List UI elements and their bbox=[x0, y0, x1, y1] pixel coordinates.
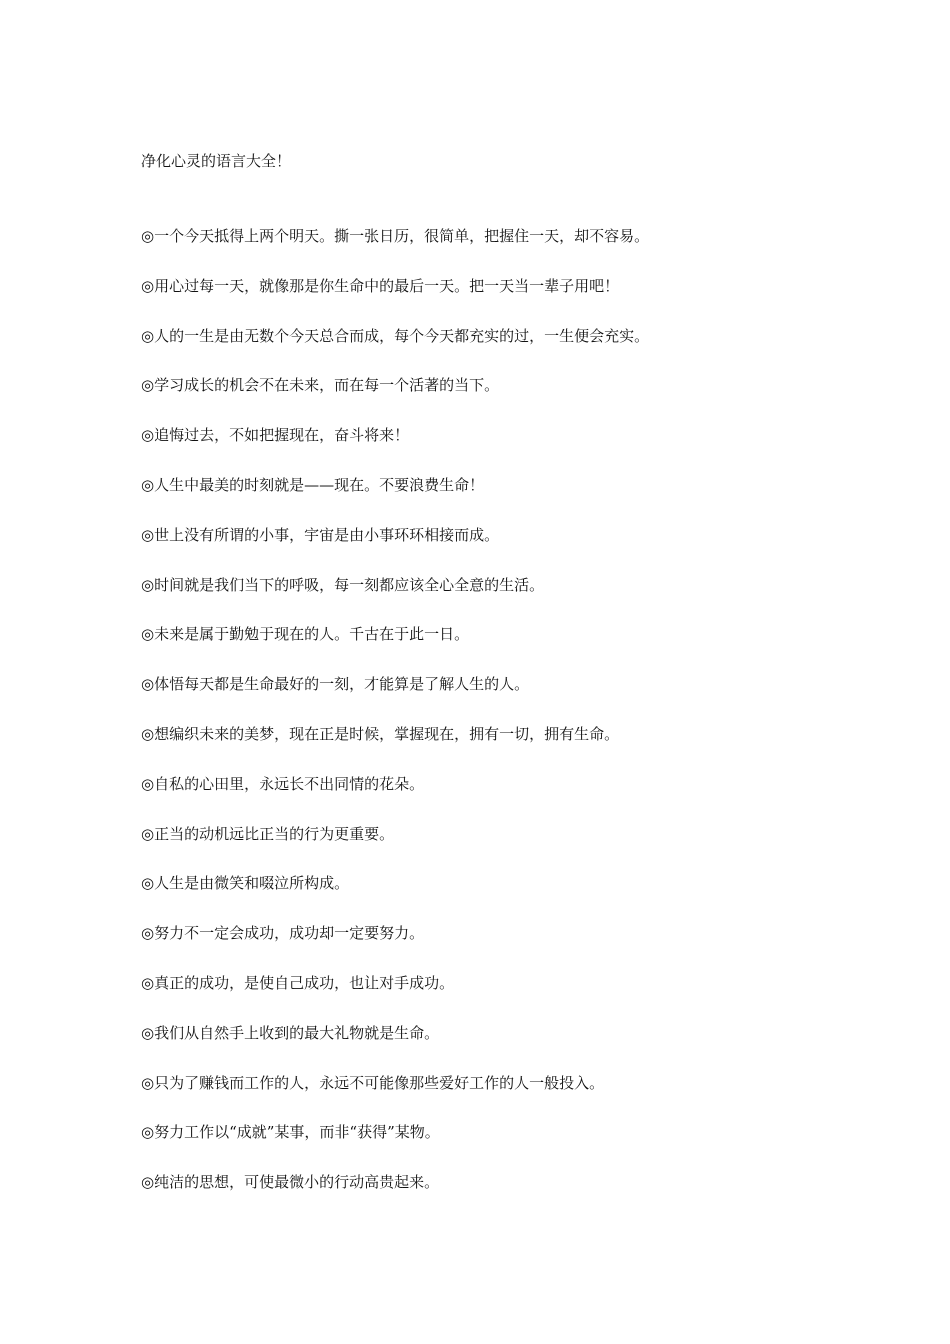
quote-item: ◎体悟每天都是生命最好的一刻，才能算是了解人生的人。 bbox=[141, 675, 530, 694]
quote-item: ◎正当的动机远比正当的行为更重要。 bbox=[141, 824, 395, 843]
quote-item: ◎一个今天抵得上两个明天。撕一张日历，很简单，把握住一天，却不容易。 bbox=[141, 227, 650, 245]
quote-list bbox=[141, 225, 649, 1221]
quote-item: ◎努力工作以“成就”某事，而非“获得”某物。 bbox=[141, 1123, 440, 1142]
quote-item: ◎未来是属于勤勉于现在的人。千古在于此一日。 bbox=[141, 625, 470, 644]
quote-item: ◎努力不一定会成功，成功却一定要努力。 bbox=[141, 924, 425, 943]
quote-item: ◎我们从自然手上收到的最大礼物就是生命。 bbox=[141, 1023, 440, 1042]
quote-item: ◎用心过每一天，就像那是你生命中的最后一天。把一天当一辈子用吧！ bbox=[141, 276, 620, 295]
page-title: 净化心灵的语言大全！ bbox=[141, 152, 292, 170]
quote-item: ◎人的一生是由无数个今天总合而成，每个今天都充实的过，一生便会充实。 bbox=[141, 326, 650, 345]
quote-item: ◎时间就是我们当下的呼吸，每一刻都应该全心全意的生活。 bbox=[141, 575, 545, 594]
quote-item: ◎只为了赚钱而工作的人，永远不可能像那些爱好工作的人一般投入。 bbox=[141, 1073, 605, 1092]
quote-item: ◎追悔过去，不如把握现在，奋斗将来！ bbox=[141, 426, 410, 445]
quote-item: ◎想编织未来的美梦，现在正是时候，掌握现在，拥有一切，拥有生命。 bbox=[141, 724, 620, 743]
quote-item: ◎纯洁的思想，可使最微小的行动高贵起来。 bbox=[141, 1173, 440, 1192]
quote-item: ◎人生是由微笑和啜泣所构成。 bbox=[141, 874, 350, 893]
quote-item: ◎世上没有所谓的小事，宇宙是由小事环环相接而成。 bbox=[141, 525, 500, 544]
quote-item: ◎真正的成功，是使自己成功，也让对手成功。 bbox=[141, 973, 455, 992]
quote-item: ◎人生中最美的时刻就是——现在。不要浪费生命！ bbox=[141, 475, 485, 494]
quote-item: ◎自私的心田里，永远长不出同情的花朵。 bbox=[141, 774, 425, 793]
quote-item: ◎学习成长的机会不在未来，而在每一个活著的当下。 bbox=[141, 376, 500, 395]
